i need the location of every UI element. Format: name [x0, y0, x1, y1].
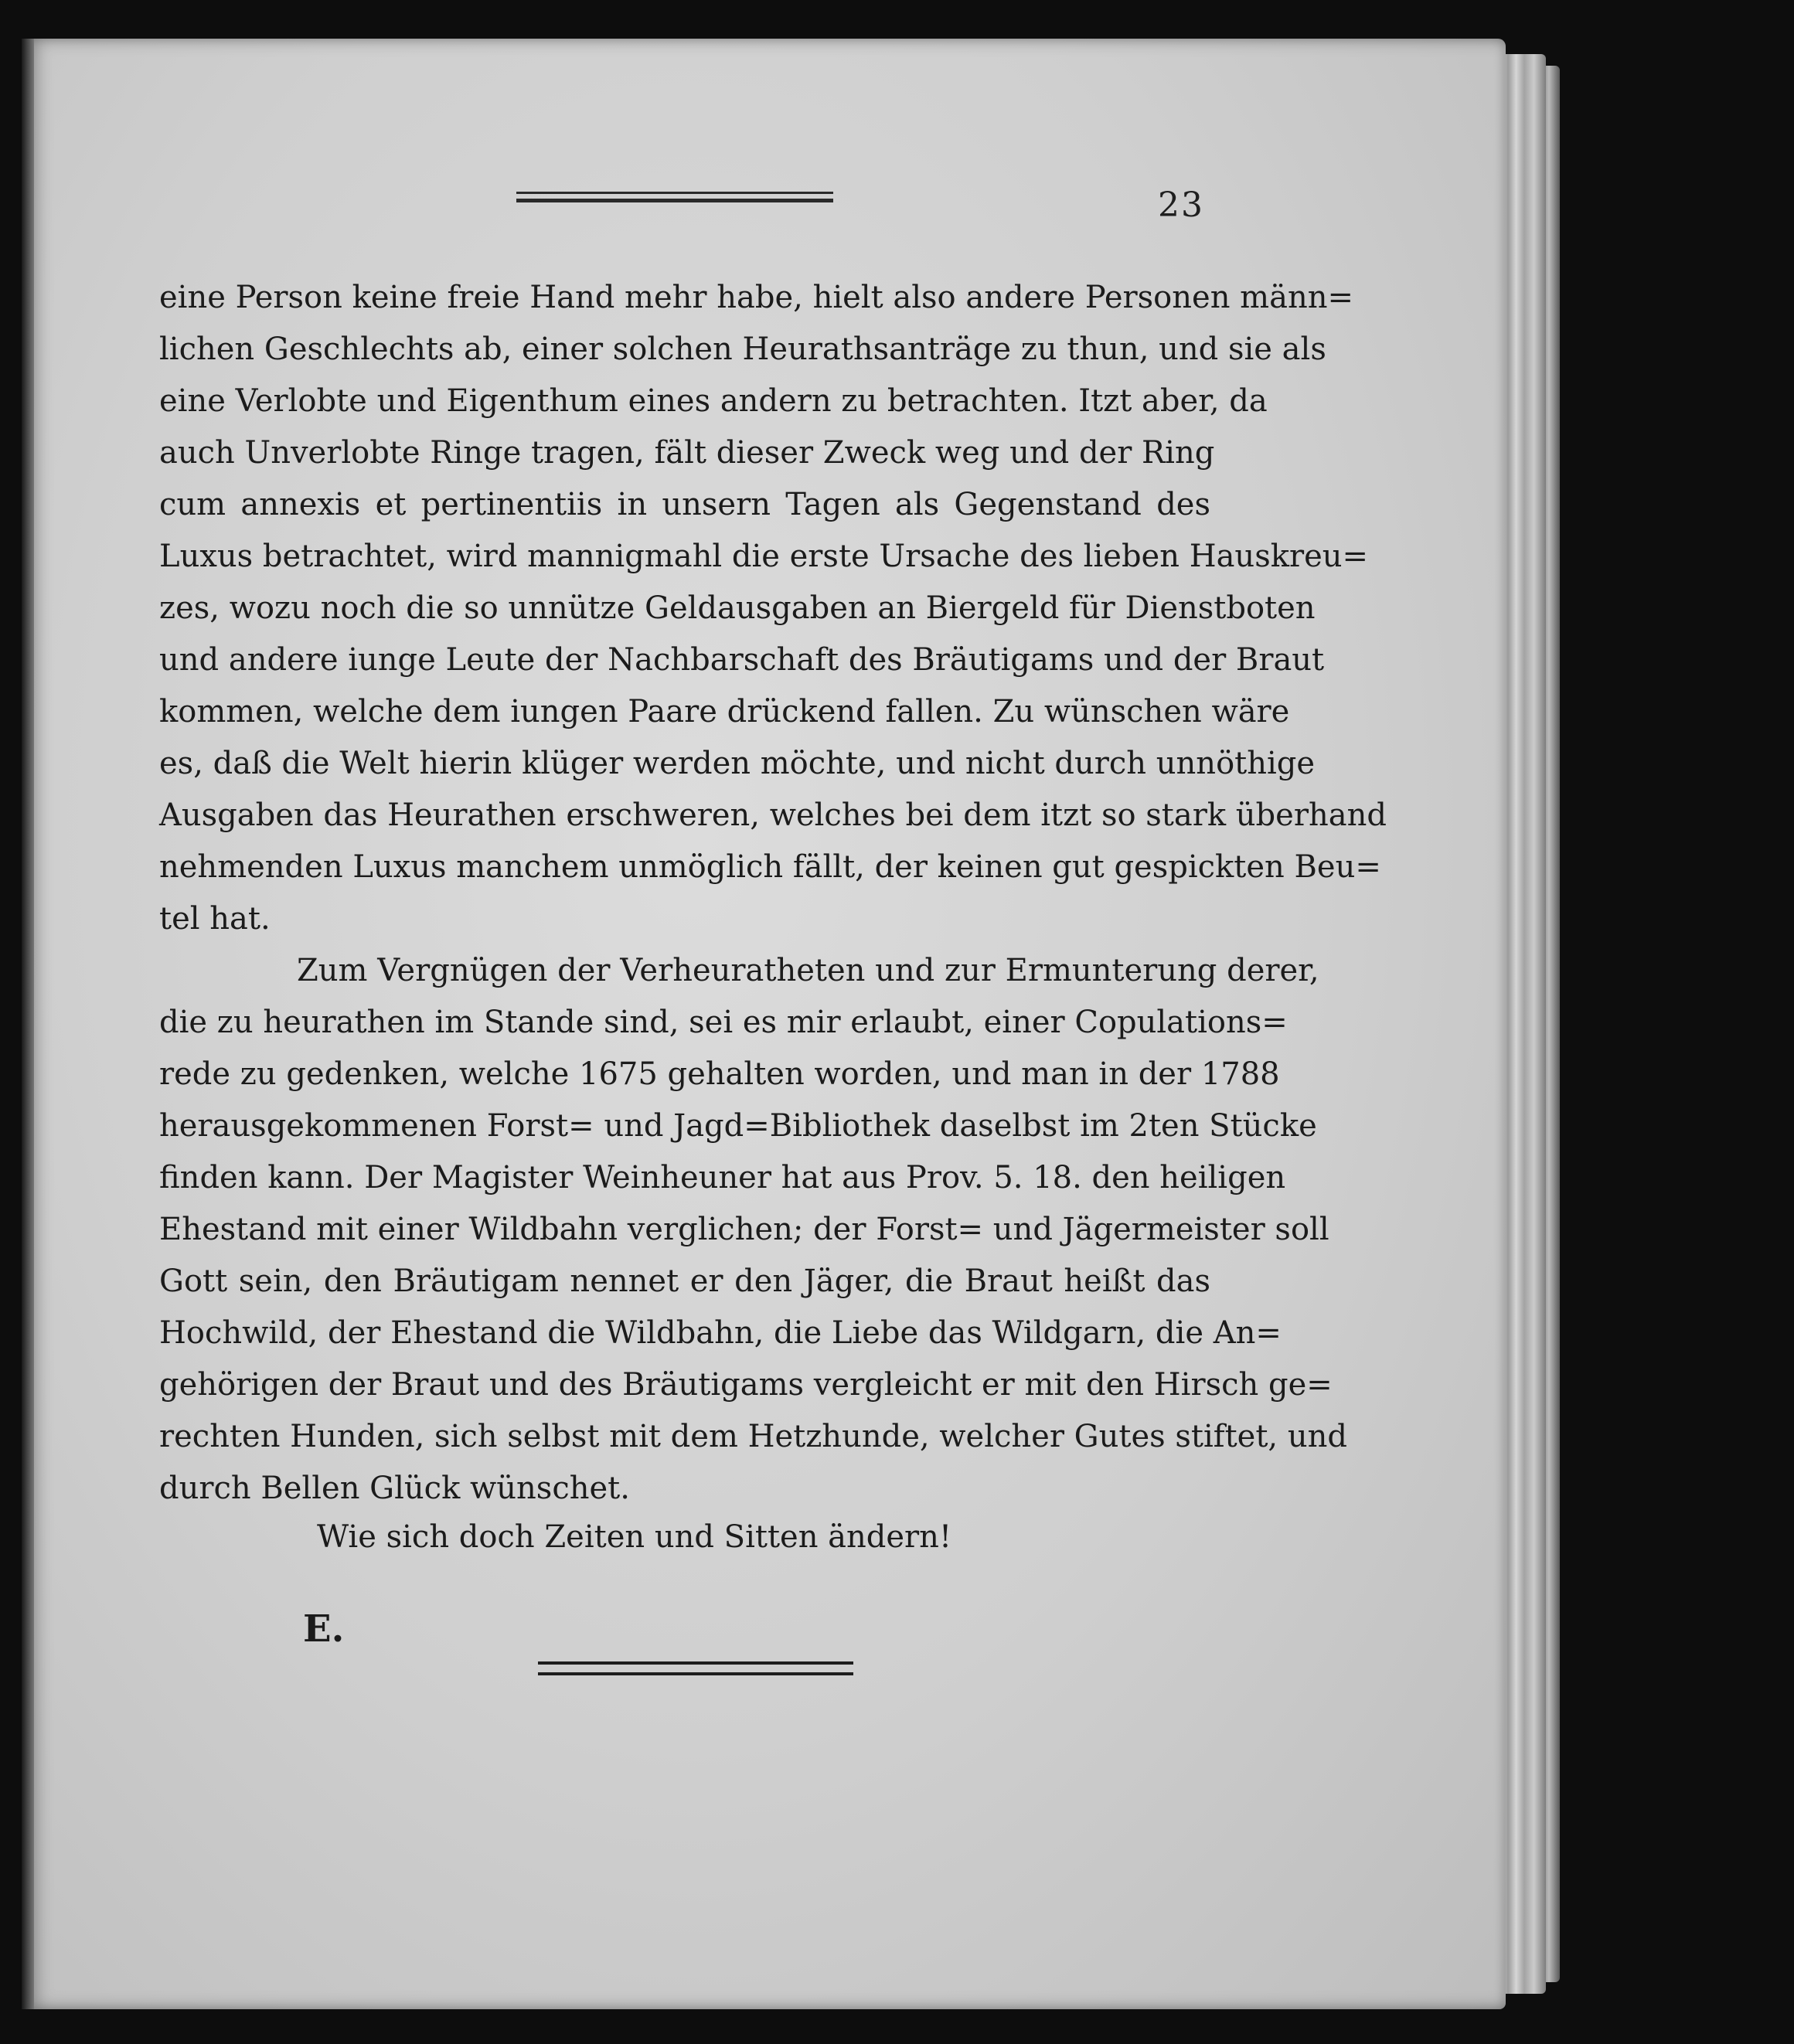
text-line: Ehestand mit einer Wildbahn verglichen; der Forst= und Jägermeister soll [159, 1212, 1329, 1247]
text-line: nehmenden Luxus manchem unmöglich fällt, der keinen gut gespickten Beu= [159, 849, 1381, 885]
text-line: und andere iunge Leute der Nachbarschaft des Bräutigams und der Braut [159, 642, 1325, 678]
text-line: herausgekommenen Forst= und Jagd=Bibliothek daselbst im 2ten Stücke [159, 1108, 1317, 1144]
book-gutter [22, 39, 34, 2009]
text-line: lichen Geschlechts ab, einer solchen Heurathsanträge zu thun, und sie als [159, 332, 1326, 367]
author-signature: E. [303, 1607, 345, 1651]
text-line: finden kann. Der Magister Weinheuner hat aus Prov. 5. 18. den heiligen [159, 1160, 1286, 1195]
body-text [159, 272, 1387, 1515]
text-line: die zu heurathen im Stande sind, sei es mir erlaubt, einer Copulations= [159, 1005, 1288, 1040]
text-line: auch Unverlobte Ringe tragen, fält dieser Zweck weg und der Ring [159, 435, 1215, 471]
text-line: cum annexis et pertinentiis in unsern Tagen als Gegenstand des [159, 487, 1210, 522]
text-line-paragraph-end: tel hat. [159, 901, 271, 937]
text-line: Luxus betrachtet, wird mannigmahl die erste Ursache des lieben Hauskreu= [159, 539, 1369, 574]
text-line: gehörigen der Braut und des Bräutigams vergleicht er mit den Hirsch ge= [159, 1367, 1333, 1403]
text-line: es, daß die Welt hierin klüger werden möchte, und nicht durch unnöthige [159, 746, 1316, 781]
text-line-paragraph-start: Zum Vergnügen der Verheuratheten und zur Ermunterung derer, [297, 953, 1319, 988]
text-line: eine Verlobte und Eigenthum eines andern zu betrachten. Itzt aber, da [159, 383, 1268, 419]
footer-rule [538, 1661, 853, 1675]
text-line: rechten Hunden, sich selbst mit dem Hetzhunde, welcher Gutes stiftet, und [159, 1419, 1347, 1454]
text-line-paragraph-end: durch Bellen Glück wünschet. [159, 1471, 630, 1506]
text-line: Hochwild, der Ehestand die Wildbahn, die Liebe das Wildgarn, die An= [159, 1315, 1282, 1351]
closing-line: Wie sich doch Zeiten und Sitten ändern! [317, 1519, 952, 1555]
header-rule [516, 192, 833, 202]
page-number: 23 [1158, 185, 1204, 225]
text-line: Gott sein, den Bräutigam nennet er den Jäger, die Braut heißt das [159, 1263, 1210, 1299]
text-line: eine Person keine freie Hand mehr habe, hielt also andere Personen männ= [159, 280, 1353, 315]
text-line: zes, wozu noch die so unnütze Geldausgaben an Biergeld für Dienstboten [159, 590, 1316, 626]
text-line: rede zu gedenken, welche 1675 gehalten worden, und man in der 1788 [159, 1056, 1280, 1092]
text-line: Ausgaben das Heurathen erschweren, welches bei dem itzt so stark überhand [159, 798, 1387, 833]
text-line: kommen, welche dem iungen Paare drückend fallen. Zu wünschen wäre [159, 694, 1290, 730]
